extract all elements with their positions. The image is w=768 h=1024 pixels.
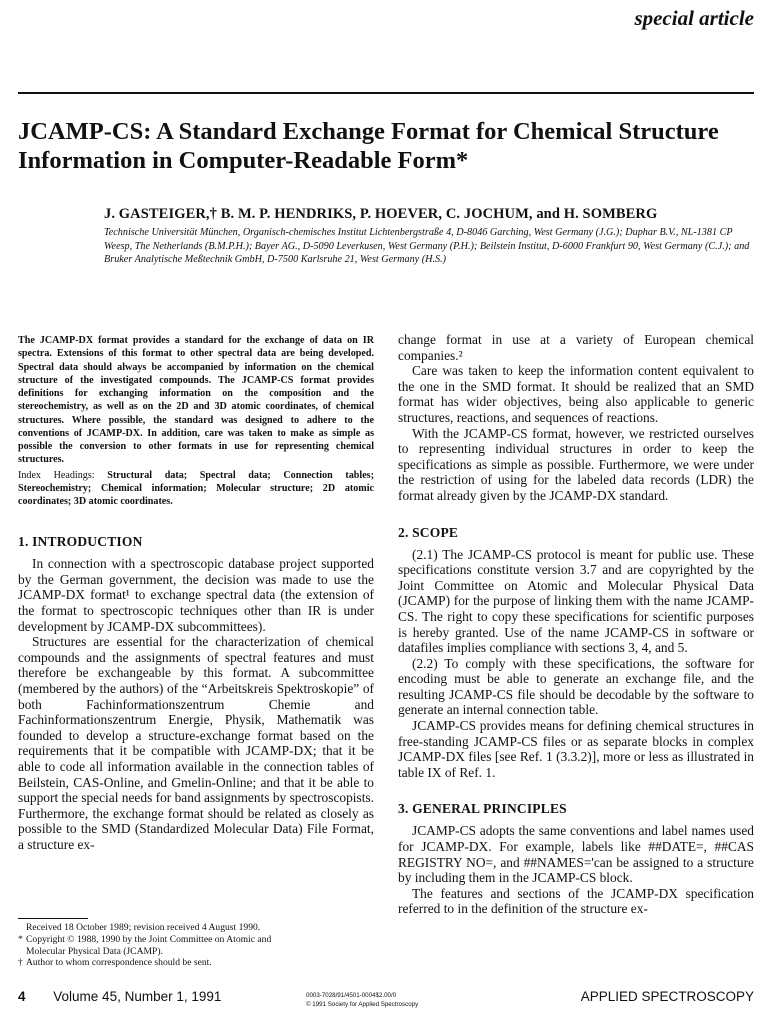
author-list: J. GASTEIGER,† B. M. P. HENDRIKS, P. HOEVER, C. JOCHUM, and H. SOMBERG	[104, 206, 658, 222]
paragraph: The features and sections of the JCAMP-DX specification referred to in the definition of the structure ex-	[398, 885, 754, 917]
footer-left	[18, 989, 221, 1004]
author-affiliations: Technische Universität München, Organisch-chemisches Institut Lichtenbergstraße 4, D-8046 Garching, West Germany (J.G.); Duphar B.V., NL-1381 CP Weesp, The Netherlands (B.M.P.H.); Bayer AG., D-5090 Leverkusen, West Germany (P.H.); Beilstein Institut, D-6000 Frankfurt 90, West Germany (C.J.); and Bruker Analytische Meßtechnik GmbH, D-7500 Karlsruhe 21, West Germany (H.S.)	[104, 227, 750, 266]
abstract: The JCAMP-DX format provides a standard for the exchange of data on IR spectra. Extensions of this format to other spectral data are being developed. Spectral data should always be accompanied by information on the chemical structure of the investigated compounds. The JCAMP-CS format provides definitions for exchanging information on the composition and the stereochemistry, as well as on the 2D and 3D atomic coordinates, of chemical structures. Where possible, the standard was designed to adhere to the conventions of JCAMP-DX. In addition, care was taken to make as simple as possible the conversion to other formats in use for representing chemical structures.	[18, 335, 374, 466]
paragraph: Care was taken to keep the information content equivalent to the one in the SMD format. It should be realized that an SMD format has wider objectives, being also applicable to generic structures, reactions, and sequences of reactions.	[398, 363, 754, 425]
footnote-correspondence: † Author to whom correspondence should be sent.	[18, 957, 212, 969]
paragraph: JCAMP-CS provides means for defining chemical structures in free-standing JCAMP-CS files or as separate blocks in complex JCAMP-DX files [see Ref. 1 (3.3.2)], more or less as illustrated in table IX of Ref. 1.	[398, 718, 754, 780]
page-number: 4	[18, 989, 26, 1004]
paragraph: (2.2) To comply with these specifications, the software for encoding must be able to generate an exchange file, and the resulting JCAMP-CS file should be decodable by the software to generate an internal connection table.	[398, 655, 754, 718]
index-headings-text: Structural data; Spectral data; Connection tables; Stereochemistry; Chemical information; Molecular structure; 2D atomic coordinates; 3D atomic coordinates.	[18, 469, 374, 507]
left-column	[18, 334, 374, 984]
right-column	[398, 332, 754, 982]
header-rule	[18, 92, 754, 94]
paragraph: (2.1) The JCAMP-CS protocol is meant for public use. These specifications constitute version 3.7 and are copyrighted by the Joint Committee on Atomic and Molecular Physical Data (JCAMP) for the purpose of linking them with the name JCAMP-CS. The right to copy these specifications for scientific purposes is hereby granted. Use of the name JCAMP-CS in software or datafiles implies compliance with sections 3, 4, and 5.	[398, 546, 754, 656]
volume-info: Volume 45, Number 1, 1991	[53, 989, 222, 1004]
section-heading-scope: 2. SCOPE	[398, 524, 459, 540]
footnote-copyright: * Copyright © 1988, 1990 by the Joint Committee on Atomic and Molecular Physical Data (JCAMP).	[18, 933, 272, 957]
paragraph: Structures are essential for the characterization of chemical compounds and the assignments of spectral features and must therefore be exchangeable by this format. A subcommittee (membered by the authors) of the “Arbeitskreis Spektroskopie” of both Fachinformationszentrum Chemie and Fachinformationszentrum Energie, Physik, Mathematik was founded to develop a structure-exchange format based on the requirements that it be compatible with JCAMP-DX; that it be able to code all information available in the connection tables of Beilstein, CAS-Online, and Gmelin-Online; and that it be able to support the special needs for band assignments by spectroscopists. Furthermore, the exchange format should be related as closely as possible to the SMD (Standardized Molecular Data) File Format, a structure ex-	[18, 634, 374, 852]
footnote-received: Received 18 October 1989; revision received 4 August 1990.	[26, 922, 261, 933]
paragraph: In connection with a spectroscopic database project supported by the German government, the decision was made to use the JCAMP-DX format¹ to exchange spectral data (the extension of the format to spectroscopic techniques other than IR is under development by JCAMP-DX subcommittees).	[18, 556, 374, 634]
paragraph: JCAMP-CS adopts the same conventions and label names used for JCAMP-DX. For example, labels like ##DATE=, ##CAS REGISTRY NO=, and ##NAMES='can be assigned to a structure by including them in the JCAMP-CS block.	[398, 823, 754, 886]
section-heading-introduction: 1. INTRODUCTION	[18, 534, 143, 550]
footnote-rule	[18, 918, 88, 919]
journal-name: APPLIED SPECTROSCOPY	[580, 989, 754, 1004]
section-label: special article	[634, 6, 754, 30]
index-headings-label: Index Headings:	[18, 469, 108, 481]
paragraph: With the JCAMP-CS format, however, we restricted ourselves to representing individual structures in order to keep the specifications as simple as possible. Furthermore, we were under the restriction of using for the labeled data records (LDR) the format already given by the JCAMP-DX standard.	[398, 425, 754, 503]
section-heading-general-principles: 3. GENERAL PRINCIPLES	[398, 801, 567, 817]
index-headings	[18, 469, 374, 509]
paragraph: change format in use at a variety of European chemical companies.²	[398, 332, 754, 363]
footnotes	[18, 918, 374, 969]
article-code: 0003-7028/91/4501-0004$2.00/0	[306, 992, 397, 999]
footer-center	[306, 992, 486, 1009]
society-copyright: © 1991 Society for Applied Spectroscopy	[306, 1000, 419, 1008]
article-title: JCAMP-CS: A Standard Exchange Format for Chemical Structure Information in Computer-Readable Form*	[18, 118, 719, 174]
